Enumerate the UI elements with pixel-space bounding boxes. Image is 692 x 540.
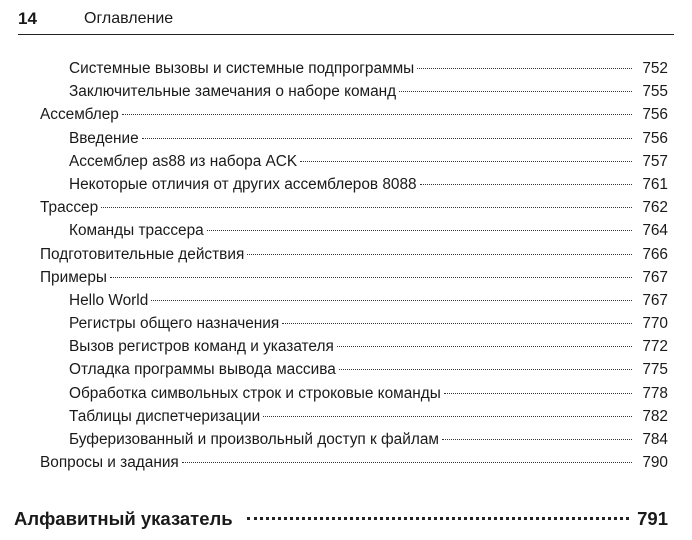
dot-leader — [337, 346, 632, 347]
toc-entry-index[interactable] — [14, 508, 668, 530]
dot-leader — [151, 300, 632, 301]
toc-entry[interactable] — [0, 176, 692, 199]
dot-leader — [142, 138, 632, 139]
toc-entry-title: Hello World — [69, 291, 149, 309]
toc-entry-title: Обработка символьных строк и строковые команды — [69, 384, 441, 402]
toc-entry-title: Ассемблер — [40, 106, 119, 124]
toc-entry-title: Некоторые отличия от других ассемблеров 8088 — [69, 175, 417, 193]
dot-leader — [182, 462, 632, 463]
running-title: Оглавление — [84, 10, 174, 27]
toc-entry[interactable] — [0, 83, 692, 106]
toc-entry-title: Введение — [69, 129, 139, 147]
dot-leader — [339, 369, 632, 370]
toc-entry-title: Регистры общего назначения — [69, 315, 280, 333]
toc-entry-page: 756 — [642, 106, 668, 124]
dot-leader — [247, 517, 629, 520]
toc-entry-page: 756 — [642, 129, 668, 147]
dot-leader — [444, 393, 632, 394]
toc-entry[interactable] — [0, 106, 692, 129]
toc-entry[interactable] — [0, 408, 692, 431]
toc-entry[interactable] — [0, 361, 692, 384]
dot-leader — [420, 184, 632, 185]
toc-entry[interactable] — [0, 60, 692, 83]
toc-entry-page: 782 — [642, 407, 668, 425]
toc-entry-page: 778 — [642, 384, 668, 402]
toc-entry[interactable] — [0, 431, 692, 454]
toc-entry-page: 761 — [642, 175, 668, 193]
toc-entry-title: Заключительные замечания о наборе команд — [69, 83, 397, 101]
toc-entry-title: Вопросы и задания — [40, 454, 179, 472]
dot-leader — [247, 254, 632, 255]
dot-leader — [263, 416, 632, 417]
dot-leader — [399, 91, 632, 92]
toc-entry[interactable] — [0, 292, 692, 315]
toc-entry-title: Трассер — [40, 199, 99, 217]
toc-entry[interactable] — [0, 130, 692, 153]
toc-entry-title: Вызов регистров команд и указателя — [69, 338, 334, 356]
page-header — [18, 8, 674, 35]
toc-entry-title: Ассемблер as88 из набора ACK — [69, 152, 298, 170]
toc-entry-page: 775 — [642, 361, 668, 379]
toc-entry-title: Подготовительные действия — [40, 245, 245, 263]
toc-entry-page: 755 — [642, 83, 668, 101]
dot-leader — [207, 230, 632, 231]
toc-entry-title: Алфавитный указатель — [14, 508, 233, 529]
page-number: 14 — [18, 9, 37, 28]
toc-entry-title: Буферизованный и произвольный доступ к файлам — [69, 431, 439, 448]
toc-entry-page: 762 — [642, 199, 668, 217]
toc-entry[interactable] — [0, 222, 692, 245]
dot-leader — [101, 207, 632, 208]
dot-leader — [282, 323, 632, 324]
toc-entry-page: 766 — [642, 245, 668, 263]
dot-leader — [417, 68, 632, 69]
dot-leader — [122, 114, 632, 115]
dot-leader — [300, 161, 632, 162]
toc-entry[interactable] — [0, 338, 692, 361]
toc-entry[interactable] — [0, 153, 692, 176]
toc-entry-title: Команды трассера — [69, 222, 204, 240]
toc-entry-page: 770 — [642, 315, 668, 333]
toc-entry[interactable] — [0, 199, 692, 222]
toc-entry[interactable] — [0, 315, 692, 338]
toc-entry[interactable] — [0, 385, 692, 408]
toc-entry-page: 791 — [637, 508, 668, 529]
toc-entry-page: 764 — [642, 222, 668, 240]
toc-entry-page: 767 — [642, 268, 668, 286]
toc-entry[interactable] — [0, 454, 692, 477]
toc-entry[interactable] — [0, 246, 692, 269]
toc-entry-page: 757 — [642, 152, 668, 170]
toc-entry-page: 752 — [642, 60, 668, 77]
toc-entry-title: Отладка программы вывода массива — [69, 361, 336, 379]
table-of-contents — [0, 60, 692, 477]
toc-entry-page: 784 — [642, 431, 668, 448]
toc-entry-page: 772 — [642, 338, 668, 356]
toc-entry-title: Примеры — [40, 268, 107, 286]
toc-entry-page: 790 — [642, 454, 668, 472]
toc-entry-title: Системные вызовы и системные подпрограммы — [69, 60, 415, 77]
dot-leader — [442, 439, 632, 440]
toc-entry-page: 767 — [642, 291, 668, 309]
dot-leader — [110, 277, 632, 278]
toc-entry-title: Таблицы диспетчеризации — [69, 407, 261, 425]
toc-entry[interactable] — [0, 269, 692, 292]
